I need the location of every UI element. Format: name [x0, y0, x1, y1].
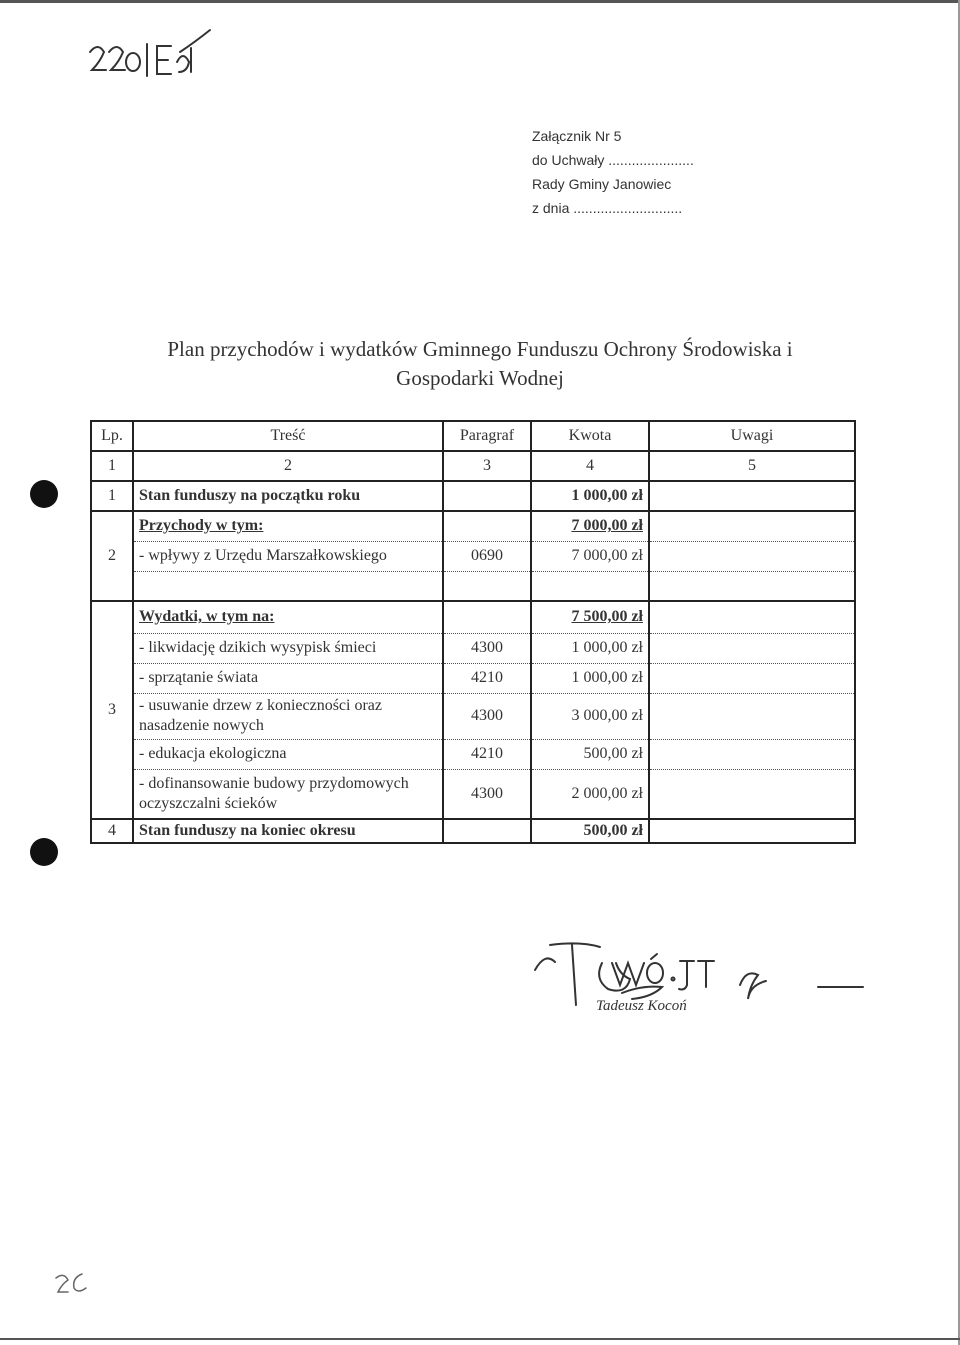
- colnum-4: 4: [531, 451, 649, 481]
- table-row: [91, 541, 855, 571]
- budget-table: [90, 420, 856, 844]
- row3-item-kwota: 1 000,00 zł: [531, 663, 649, 693]
- attachment-note: [532, 124, 792, 220]
- document-title: [100, 335, 860, 393]
- table-row: [91, 571, 855, 601]
- row3-item-kwota: 1 000,00 zł: [531, 633, 649, 663]
- row2-item-uwagi: [649, 541, 855, 571]
- header-lp: Lp.: [91, 421, 133, 451]
- table-row: [91, 601, 855, 633]
- row3-item-paragraf: 4210: [443, 663, 531, 693]
- header-paragraf: Paragraf: [443, 421, 531, 451]
- date-line: z dnia ............................: [532, 200, 683, 216]
- row3-item-kwota: 2 000,00 zł: [531, 769, 649, 819]
- row3-item-paragraf: 4300: [443, 633, 531, 663]
- table-header-row: [91, 421, 855, 451]
- table-row: [91, 633, 855, 663]
- row1-uwagi: [649, 481, 855, 511]
- row3-heading: Wydatki, w tym na:: [133, 601, 443, 633]
- row4-paragraf: [443, 819, 531, 843]
- row4-tresc: Stan funduszy na koniec okresu: [133, 819, 443, 843]
- row3-item-kwota: 3 000,00 zł: [531, 693, 649, 739]
- resolution-ref: do Uchwały ......................: [532, 152, 694, 168]
- title-line-2: Gospodarki Wodnej: [396, 366, 564, 390]
- scan-edge-bottom: [0, 1338, 960, 1340]
- row3-heading-paragraf: [443, 601, 531, 633]
- colnum-1: 1: [91, 451, 133, 481]
- row4-kwota: 500,00 zł: [531, 819, 649, 843]
- row3-item-uwagi: [649, 633, 855, 663]
- row2-item-tresc: - wpływy z Urzędu Marszałkowskiego: [133, 541, 443, 571]
- row1-lp: 1: [91, 481, 133, 511]
- row4-lp: 4: [91, 819, 133, 843]
- row2-heading-uwagi: [649, 511, 855, 541]
- row2-empty-kwota: [531, 571, 649, 601]
- header-tresc: Treść: [133, 421, 443, 451]
- row3-item-paragraf: 4300: [443, 769, 531, 819]
- punch-hole-bottom: [30, 838, 58, 866]
- header-kwota: Kwota: [531, 421, 649, 451]
- row3-item-tresc: - likwidację dzikich wysypisk śmieci: [133, 633, 443, 663]
- column-number-row: [91, 451, 855, 481]
- row3-item-tresc: - usuwanie drzew z konieczności oraz nasadzenie nowych: [133, 693, 443, 739]
- row3-item-tresc: - edukacja ekologiczna: [133, 739, 443, 769]
- row1-tresc: Stan funduszy na początku roku: [133, 481, 443, 511]
- table-row: [91, 663, 855, 693]
- attachment-number: Załącznik Nr 5: [532, 128, 622, 144]
- table-row: [91, 819, 855, 843]
- row3-item-uwagi: [649, 769, 855, 819]
- row3-lp: 3: [91, 601, 133, 819]
- table-row: [91, 739, 855, 769]
- signatory-name: Tadeusz Kocoń: [596, 998, 687, 1014]
- table-row: [91, 511, 855, 541]
- colnum-2: 2: [133, 451, 443, 481]
- row2-empty-uwagi: [649, 571, 855, 601]
- council-name: Rady Gminy Janowiec: [532, 176, 672, 192]
- row3-heading-kwota: 7 500,00 zł: [531, 601, 649, 633]
- row2-heading: Przychody w tym:: [133, 511, 443, 541]
- margin-scribble: [52, 1268, 92, 1300]
- table-row: [91, 769, 855, 819]
- row1-kwota: 1 000,00 zł: [531, 481, 649, 511]
- row3-item-paragraf: 4210: [443, 739, 531, 769]
- handwritten-reference: [85, 22, 225, 92]
- punch-hole-top: [30, 480, 58, 508]
- row3-item-uwagi: [649, 739, 855, 769]
- row3-heading-uwagi: [649, 601, 855, 633]
- row2-item-paragraf: 0690: [443, 541, 531, 571]
- row2-lp: 2: [91, 511, 133, 601]
- scan-edge-top: [0, 0, 960, 3]
- row2-heading-paragraf: [443, 511, 531, 541]
- signature-stamp: [530, 935, 870, 1030]
- row1-paragraf: [443, 481, 531, 511]
- table-row: [91, 481, 855, 511]
- row3-item-tresc: - sprzątanie świata: [133, 663, 443, 693]
- row3-item-tresc: - dofinansowanie budowy przydomowych oczyszczalni ścieków: [133, 769, 443, 819]
- table-row: [91, 693, 855, 739]
- row2-empty-paragraf: [443, 571, 531, 601]
- row3-item-uwagi: [649, 663, 855, 693]
- row2-heading-kwota: 7 000,00 zł: [531, 511, 649, 541]
- row3-item-uwagi: [649, 693, 855, 739]
- header-uwagi: Uwagi: [649, 421, 855, 451]
- title-line-1: Plan przychodów i wydatków Gminnego Funduszu Ochrony Środowiska i: [167, 337, 793, 361]
- colnum-3: 3: [443, 451, 531, 481]
- row2-item-kwota: 7 000,00 zł: [531, 541, 649, 571]
- row3-item-paragraf: 4300: [443, 693, 531, 739]
- row4-uwagi: [649, 819, 855, 843]
- colnum-5: 5: [649, 451, 855, 481]
- row2-empty-tresc: [133, 571, 443, 601]
- row3-item-kwota: 500,00 zł: [531, 739, 649, 769]
